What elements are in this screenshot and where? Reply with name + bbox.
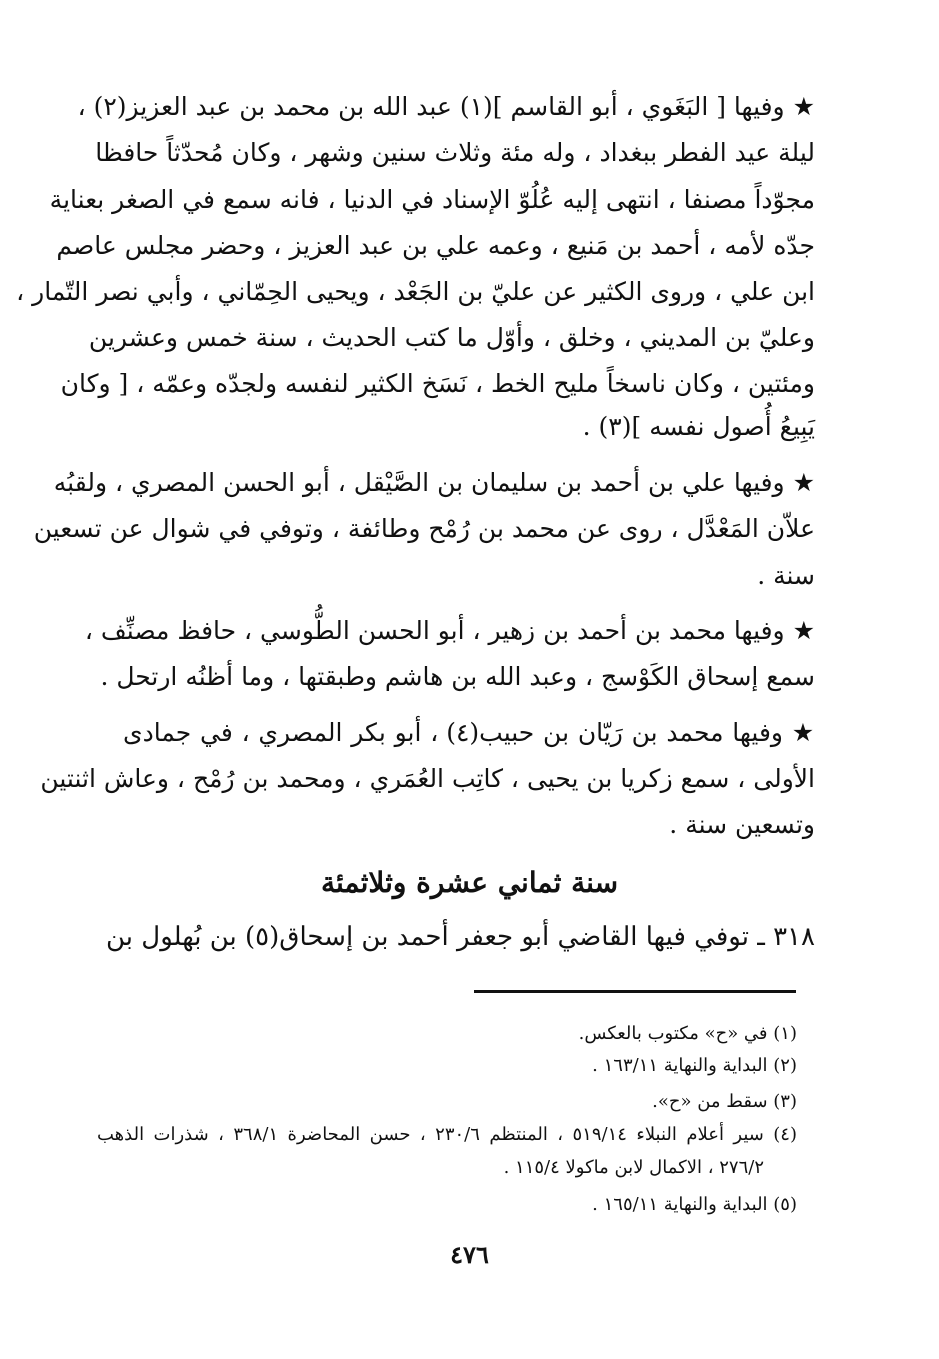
body-line: الأولى ، سمع زكريا بن يحيى ، كاتِب العُمَري ، ومحمد بن رُمْح ، وعاش اثنتين [40,764,815,793]
body-line: ومئتين ، وكان ناسخاً مليح الخط ، نَسَخ الكثير لنفسه ولجدّه وعمّه ، [ وكان [60,369,815,398]
body-line: ★ وفيها علي بن أحمد بن سليمان بن الصَّيْقل ، أبو الحسن المصري ، ولقبُه [53,468,815,497]
body-line: سنة . [757,561,815,590]
footnote-divider [474,990,796,993]
footnote-1: (١) في «ح» مكتوب بالعكس. [578,1023,797,1044]
body-line: ابن علي ، وروى الكثير عن عليّ بن الجَعْد ، ويحيى الحِمّاني ، وأبي نصر التّمار ، [16,277,815,306]
body-line: يَبِيعُ أُصول نفسه ](٣) . [582,412,815,441]
body-line: سمع إسحاق الكَوْسج ، وعبد الله بن هاشم وطبقتها ، وما أظنُه ارتحل . [100,662,815,691]
body-line: وعليّ بن المديني ، وخلق ، وأوّل ما كتب الحديث ، سنة خمس وعشرين [88,323,815,352]
entry-line: ٣١٨ ـ توفي فيها القاضي أبو جعفر أحمد بن إسحاق(٥) بن بُهلول بن [106,922,815,952]
body-line: ليلة عيد الفطر ببغداد ، وله مئة وثلاث سنين وشهر ، وكان مُحدّثاً حافظا [95,138,815,167]
footnote-4-line-2: ٢٧٦/٢ ، الاكمال لابن ماكولا ١١٥/٤ . [503,1157,764,1178]
footnote-3: (٣) سقط من «ح». [652,1091,797,1112]
body-line: جدّه لأمه ، أحمد بن مَنيع ، وعمه علي بن عبد العزيز ، وحضر مجلس عاصم [56,231,815,260]
footnote-2: (٢) البداية والنهاية ١٦٣/١١ . [592,1055,797,1076]
page-number: ٤٧٦ [450,1240,489,1269]
body-line: ★ وفيها محمد بن أحمد بن زهير ، أبو الحسن الطُّوسي ، حافظ مصنِّف ، [84,616,815,645]
body-line: ★ وفيها محمد بن رَيّان بن حبيب(٤) ، أبو بكر المصري ، في جمادى [123,718,816,747]
body-line: مجوّداً مصنفا ، انتهى إليه عُلُوّ الإسناد في الدنيا ، فانه سمع في الصغر بعناية [49,185,815,214]
body-line: وتسعين سنة . [669,810,815,839]
section-heading: سنة ثماني عشرة وثلاثمئة [320,866,619,899]
footnote-4-line-1: (٤) سير أعلام النبلاء ٥١٩/١٤ ، المنتظم ٢٣٠/٦ ، حسن المحاضرة ٣٦٨/١ ، شذرات الذهب [97,1124,797,1145]
footnote-5: (٥) البداية والنهاية ١٦٥/١١ . [592,1194,797,1215]
body-line: ★ وفيها [ البَغَوي ، أبو القاسم ](١) عبد الله بن محمد بن عبد العزيز(٢) ، [77,92,815,121]
body-line: علاّن المَعْدَّل ، روى عن محمد بن رُمْح وطائفة ، وتوفي في شوال عن تسعين [33,514,815,543]
